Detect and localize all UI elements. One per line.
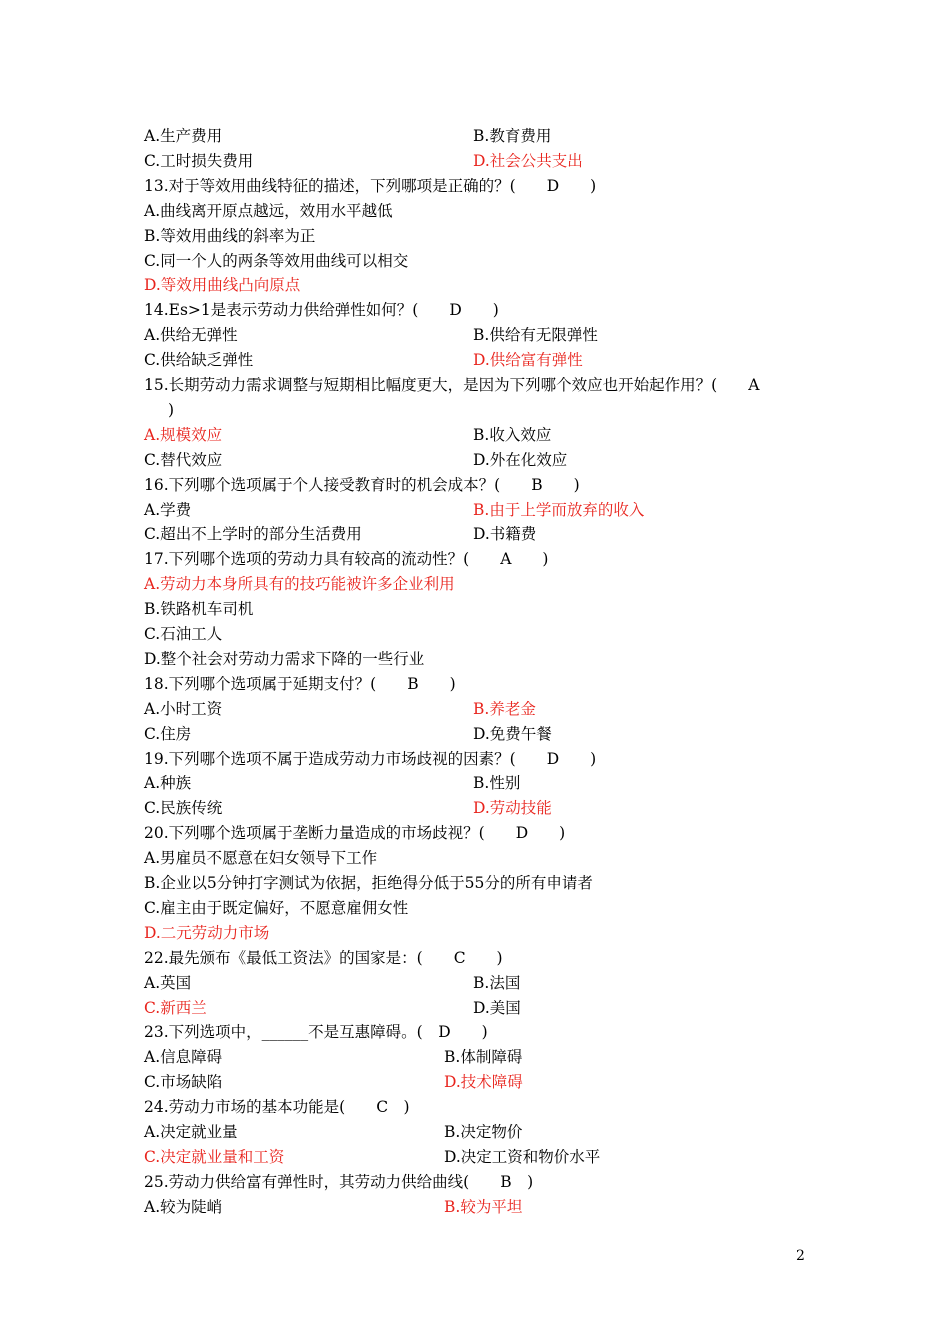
line-text: 20.下列哪个选项属于垄断力量造成的市场歧视？( D ) bbox=[144, 824, 566, 843]
line-text: 22.最先颁布《最低工资法》的国家是：( C ) bbox=[144, 948, 503, 967]
text-line bbox=[0, 821, 950, 846]
line-text: ) bbox=[168, 400, 175, 419]
line-text-right-column: B.决定物价 bbox=[444, 1123, 523, 1141]
line-text-right-column: B.由于上学而放弃的收入 bbox=[473, 500, 645, 519]
text-line bbox=[0, 672, 950, 697]
text-line bbox=[0, 473, 950, 498]
text-line bbox=[0, 722, 950, 747]
line-text-right-column: D.劳动技能 bbox=[473, 799, 552, 818]
text-line bbox=[0, 647, 950, 672]
text-line bbox=[0, 622, 950, 647]
line-text-right-column: B.收入效应 bbox=[473, 425, 552, 444]
line-text-right-column: D.供给富有弹性 bbox=[473, 351, 583, 370]
line-text: 25.劳动力供给富有弹性时，其劳动力供给曲线( B ) bbox=[144, 1172, 534, 1191]
line-text: C.市场缺陷 bbox=[144, 1073, 223, 1092]
line-text: C.工时损失费用 bbox=[144, 151, 254, 170]
line-text: A.劳动力本身所具有的技巧能被许多企业利用 bbox=[144, 575, 455, 594]
line-text: C.新西兰 bbox=[144, 998, 207, 1017]
line-text-right-column: D.外在化效应 bbox=[473, 450, 568, 469]
text-line bbox=[0, 747, 950, 772]
line-text: C.住房 bbox=[144, 724, 192, 743]
line-text: 19.下列哪个选项不属于造成劳动力市场歧视的因素？( D ) bbox=[144, 749, 597, 768]
text-line bbox=[0, 249, 950, 274]
text-line bbox=[0, 174, 950, 199]
text-line bbox=[0, 896, 950, 921]
line-text: A.供给无弹性 bbox=[144, 326, 238, 345]
line-text-right-column: D.书籍费 bbox=[473, 525, 537, 544]
text-line bbox=[0, 796, 950, 821]
text-line bbox=[0, 1145, 950, 1170]
line-text-right-column: D.免费午餐 bbox=[473, 724, 552, 743]
line-text: C.民族传统 bbox=[144, 799, 223, 818]
line-text: 23.下列选项中，______不是互惠障碍。( D ) bbox=[144, 1023, 488, 1042]
line-text: A.曲线离开原点越远，效用水平越低 bbox=[144, 201, 393, 220]
line-text: A.种族 bbox=[144, 774, 192, 793]
text-line bbox=[0, 1045, 950, 1070]
text-line bbox=[0, 1195, 950, 1220]
line-text: D.等效用曲线凸向原点 bbox=[144, 276, 301, 295]
text-line bbox=[0, 547, 950, 572]
text-line bbox=[0, 398, 950, 423]
text-line bbox=[0, 124, 950, 149]
text-line bbox=[0, 199, 950, 224]
line-text-right-column: B.养老金 bbox=[473, 699, 536, 718]
text-line bbox=[0, 846, 950, 871]
line-text: A.信息障碍 bbox=[144, 1048, 223, 1067]
line-text-right-column: D.社会公共支出 bbox=[473, 151, 583, 170]
line-text: D.二元劳动力市场 bbox=[144, 923, 270, 942]
line-text: 24.劳动力市场的基本功能是( C ) bbox=[144, 1098, 410, 1117]
line-text: 16.下列哪个选项属于个人接受教育时的机会成本？( B ) bbox=[144, 475, 580, 494]
text-line bbox=[0, 149, 950, 174]
line-text: C.石油工人 bbox=[144, 625, 223, 643]
line-text: B.企业以5分钟打字测试为依据，拒绝得分低于55分的所有申请者 bbox=[144, 874, 593, 892]
text-line bbox=[0, 448, 950, 473]
line-text-right-column: B.法国 bbox=[473, 973, 521, 992]
text-line bbox=[0, 348, 950, 373]
line-text: A.英国 bbox=[144, 973, 192, 992]
line-text: A.规模效应 bbox=[144, 425, 223, 444]
text-line bbox=[0, 1095, 950, 1120]
line-text: B.铁路机车司机 bbox=[144, 600, 254, 619]
line-text-right-column: B.性别 bbox=[473, 774, 521, 793]
text-line bbox=[0, 323, 950, 348]
text-line bbox=[0, 1020, 950, 1045]
line-text: C.替代效应 bbox=[144, 450, 223, 469]
text-line bbox=[0, 996, 950, 1021]
line-text-right-column: D.决定工资和物价水平 bbox=[444, 1147, 601, 1166]
line-text: D.整个社会对劳动力需求下降的一些行业 bbox=[144, 649, 425, 668]
text-line bbox=[0, 946, 950, 971]
line-text: C.超出不上学时的部分生活费用 bbox=[144, 525, 362, 544]
line-text-right-column: B.供给有无限弹性 bbox=[473, 326, 598, 345]
line-text: A.较为陡峭 bbox=[144, 1197, 223, 1216]
line-text: 14.Es>1是表示劳动力供给弹性如何？( D ) bbox=[144, 301, 499, 320]
line-text: 15.长期劳动力需求调整与短期相比幅度更大，是因为下列哪个效应也开始起作用？( A bbox=[144, 376, 760, 394]
line-text-right-column: D.美国 bbox=[473, 998, 521, 1017]
page-number: 2 bbox=[796, 1248, 805, 1264]
text-line bbox=[0, 373, 950, 398]
text-line bbox=[0, 273, 950, 298]
line-text: A.决定就业量 bbox=[144, 1123, 238, 1141]
line-text-right-column: D.技术障碍 bbox=[444, 1073, 523, 1092]
text-line bbox=[0, 1070, 950, 1095]
line-text: C.供给缺乏弹性 bbox=[144, 351, 254, 370]
line-text: A.男雇员不愿意在妇女领导下工作 bbox=[144, 849, 378, 868]
text-line bbox=[0, 1170, 950, 1195]
text-line bbox=[0, 871, 950, 896]
line-text: C.雇主由于既定偏好，不愿意雇佣女性 bbox=[144, 898, 409, 917]
line-text: 17.下列哪个选项的劳动力具有较高的流动性？( A ) bbox=[144, 550, 549, 569]
text-line bbox=[0, 971, 950, 996]
line-text: B.等效用曲线的斜率为正 bbox=[144, 226, 316, 245]
text-line bbox=[0, 572, 950, 597]
text-line bbox=[0, 1120, 950, 1145]
line-text-right-column: B.较为平坦 bbox=[444, 1197, 523, 1216]
line-text: A.生产费用 bbox=[144, 127, 223, 145]
line-text: A.学费 bbox=[144, 500, 192, 519]
text-line bbox=[0, 597, 950, 622]
line-text: 13.对于等效用曲线特征的描述，下列哪项是正确的？( D ) bbox=[144, 176, 597, 195]
line-text: 18.下列哪个选项属于延期支付？( B ) bbox=[144, 674, 456, 693]
text-line bbox=[0, 771, 950, 796]
text-line bbox=[0, 423, 950, 448]
text-line bbox=[0, 522, 950, 547]
text-line bbox=[0, 921, 950, 946]
text-line bbox=[0, 298, 950, 323]
line-text: A.小时工资 bbox=[144, 699, 223, 718]
text-line bbox=[0, 224, 950, 249]
line-text: C.决定就业量和工资 bbox=[144, 1147, 285, 1166]
line-text-right-column: B.教育费用 bbox=[473, 127, 552, 145]
line-text-right-column: B.体制障碍 bbox=[444, 1048, 523, 1067]
text-line bbox=[0, 697, 950, 722]
text-line bbox=[0, 498, 950, 523]
line-text: C.同一个人的两条等效用曲线可以相交 bbox=[144, 251, 409, 270]
